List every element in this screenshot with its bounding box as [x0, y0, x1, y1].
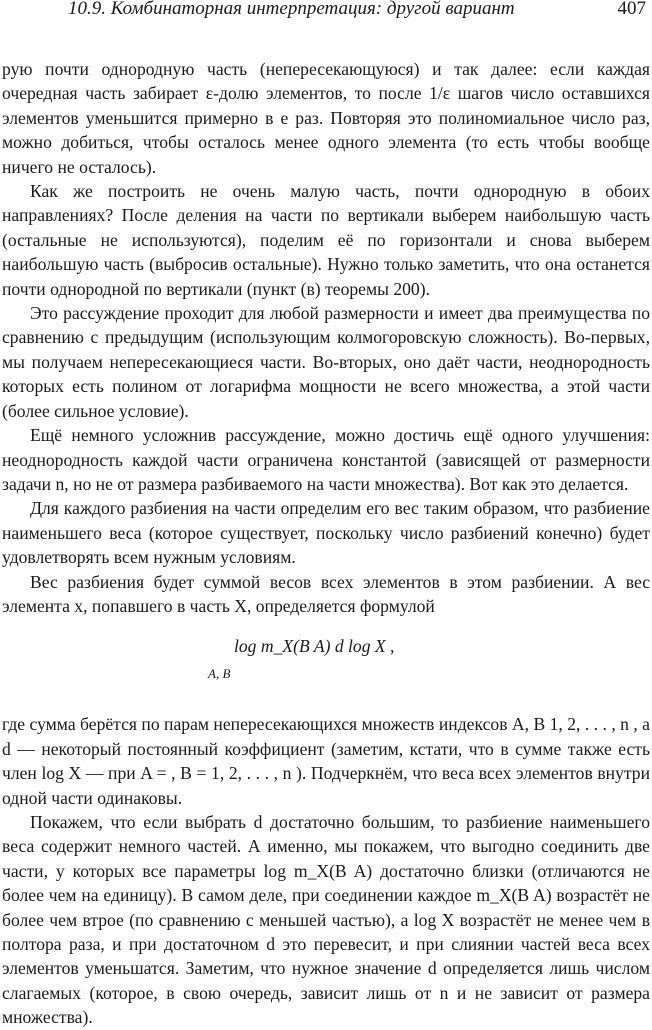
paragraph-8: Покажем, что если выбрать d достаточно большим, то разбиение наименьшего веса содержит немного частей. А именно, мы покажем, что выгодно соединить две части, у которых все параметры log m_X(B A) достаточно близки (отличаются не более чем на единицу). В самом деле, при соединении каждое m_X(B A) возрастёт не более чем втрое (по сравнению с меньшей частью), а log X возрастёт не менее чем в полтора раза, и при достаточном d это перевесит, и при слиянии частей веса всех элементов уменьшатся. Заметим, что нужное значение d определяется лишь числом слагаемых (которое, в свою очередь, зависит лишь от n и не зависит от размера множества).: [2, 811, 650, 1028]
page-number: 407: [617, 0, 646, 19]
paragraph-6: Вес разбиения будет суммой весов всех элементов в этом разбиении. А вес элемента x, попавшего в часть X, определяется формулой: [2, 571, 650, 616]
paragraph-4: Ещё немного усложнив рассуждение, можно достичь ещё одного улучшения: неоднородность каждой части ограничена константой (зависящей от размерности задачи n, но не от размера разбиваемого на части множества). Вот как это делается.: [2, 425, 650, 494]
paragraph-5: Для каждого разбиения на части определим его вес таким образом, что разбиение наименьшего веса (которое существует, поскольку число разбиений конечно) будет удовлетворять всем нужным условиям.: [2, 498, 650, 568]
paragraph-3: Это рассуждение проходит для любой размерности и имеет два преимущества по сравнению с предыдущим (использующим колмогоровскую сложность). Во-первых, мы получаем непересекающиеся части. Во-вторых, оно даёт части, неоднородность которых есть полином от логарифма мощности не всего множества, а этой части (более сильное условие).: [2, 303, 650, 421]
paragraph-1: рую почти однородную часть (непересекающуюся) и так далее: если каждая очередная часть забирает ε-долю элементов, то после 1/ε шагов число оставшихся элементов уменьшится примерно в e раз. Повторяя это полиномиальное число раз, можно добиться, чтобы осталось менее одного элемента (то есть чтобы вообще ничего не осталось).: [2, 59, 650, 177]
formula-subscript: A, B: [208, 666, 231, 682]
display-formula: [2, 632, 650, 702]
section-title: 10.9. Комбинаторная интерпретация: другой вариант: [68, 0, 515, 19]
paragraph-2: Как же построить не очень малую часть, почти однородную в обоих направлениях? После деления на части по вертикали выберем наибольшую часть (остальные не используются), поделим её по горизонтали и снова выберем наибольшую часть (выбросив остальные). Нужно только заметить, что она останется почти однородной по вертикали (пункт (в) теоремы 200).: [2, 181, 650, 299]
formula-main: log m_X(B A) d log X ,: [234, 636, 395, 657]
paragraph-7: где сумма берётся по парам непересекающихся множеств индексов A, B 1, 2, . . . , n , а d — некоторый постоянный коэффициент (заметим, кстати, что в сумме также есть член log X — при A = , B = 1, 2, . . . , n ). Подчеркнём, что веса всех элементов внутри одной части одинаковы.: [2, 714, 650, 808]
running-header: [0, 0, 652, 26]
page-body: [2, 57, 650, 1030]
